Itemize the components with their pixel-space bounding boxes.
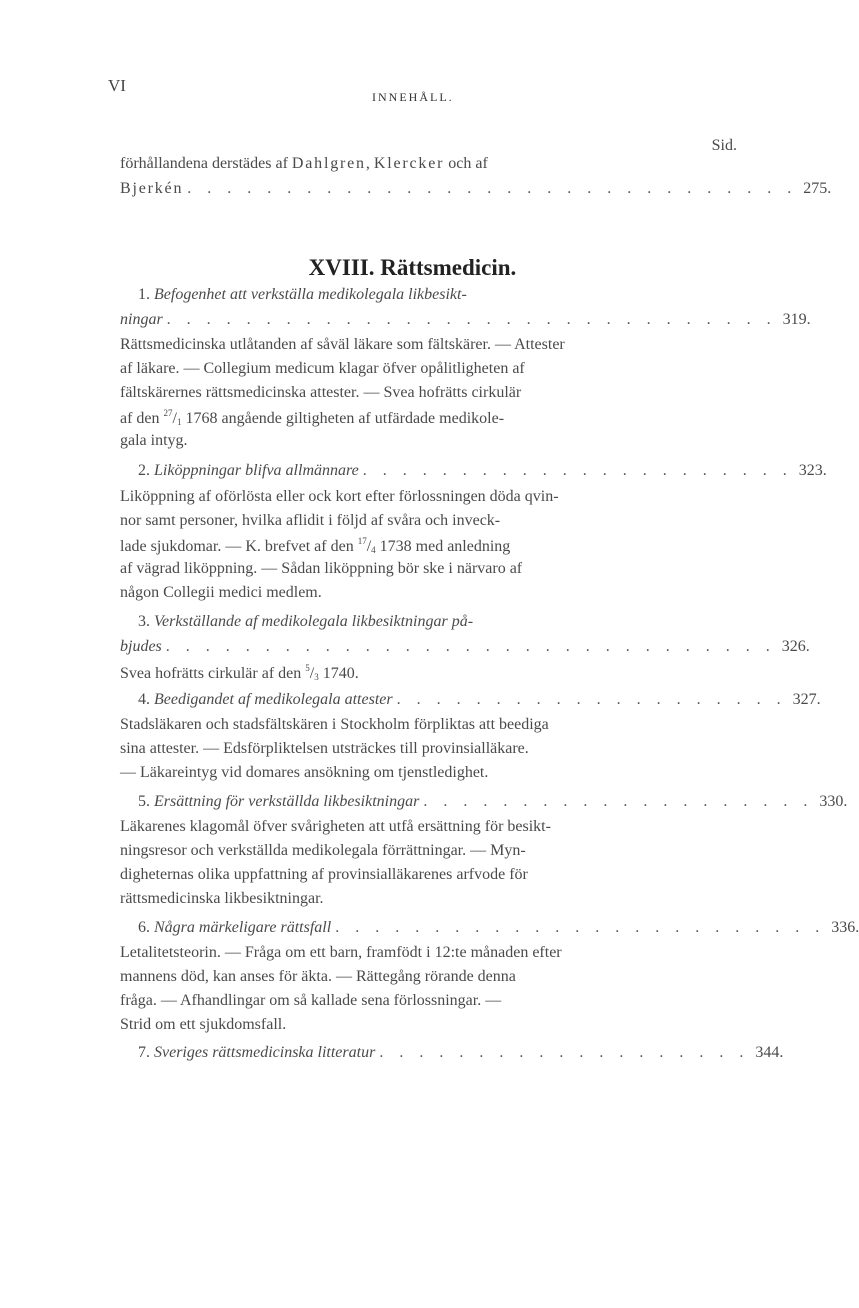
- page-number: VI: [108, 76, 126, 95]
- leader-dots: . . . . . . . . . . . . . . . . . . . .: [423, 793, 814, 810]
- entry-page: 323.: [798, 462, 827, 479]
- entry-body-line: rättsmedicinska likbesiktningar.: [120, 890, 324, 907]
- entry-body-line: Letalitetsteorin. — Fråga om ett barn, framfödt i 12:te månaden efter: [120, 944, 562, 961]
- entry-body-line: gala intyg.: [120, 432, 188, 449]
- entry-title-end: ningar . . . . . . . . . . . . . . . . . . . . . . . . . . . . . . . 319.: [120, 311, 811, 328]
- entry-page: 336.: [831, 919, 859, 936]
- entry-title: 7. Sveriges rättsmedicinska litteratur . . . . . . . . . . . . . . . . . . . 344.: [138, 1044, 784, 1061]
- entry-title: 4. Beedigandet af medikolegala attester . . . . . . . . . . . . . . . . . . . . 327.: [138, 691, 821, 708]
- entry-body-line: Läkarenes klagomål öfver svårigheten att utfå ersättning för besikt-: [120, 818, 551, 835]
- section-title: XVIII. Rättsmedicin.: [308, 255, 517, 280]
- leader-dots: . . . . . . . . . . . . . . . . . . . . . . . . . . . . . . .: [165, 638, 776, 655]
- leader-dots: . . . . . . . . . . . . . . . . . . . . . . . . .: [335, 919, 826, 936]
- entry-body-line: digheternas olika uppfattning af provinsialläkarenes arfvode för: [120, 866, 528, 883]
- entry-page: 330.: [819, 793, 848, 810]
- entry-page: 326.: [781, 638, 810, 655]
- entry-body-line: Stadsläkaren och stadsfältskären i Stockholm förpliktas att beediga: [120, 716, 549, 733]
- entry-page: 319.: [782, 311, 811, 328]
- entry-body-line: Rättsmedicinska utlåtanden af såväl läkare som fältskärer. — Attester: [120, 336, 565, 353]
- entry-body-line: någon Collegii medici medlem.: [120, 584, 322, 601]
- entry-title-end: bjudes . . . . . . . . . . . . . . . . . . . . . . . . . . . . . . . 326.: [120, 638, 810, 655]
- entry-body-line: af vägrad liköppning. — Sådan liköppning bör ske i närvaro af: [120, 560, 523, 577]
- entry-body-line: sina attester. — Edsförpliktelsen utsträckes till provinsialläkare.: [120, 740, 529, 757]
- entry-body-line: fråga. — Afhandlingar om så kallade sena förlossningar. —: [120, 992, 502, 1009]
- entry-body-line: mannens död, kan anses för äkta. — Rättegång rörande denna: [120, 968, 516, 985]
- entry-title: 3. Verkställande af medikolegala likbesiktningar på-: [138, 613, 474, 630]
- leader-dots: . . . . . . . . . . . . . . . . . . . . . .: [362, 462, 793, 479]
- entry-body-line: af läkare. — Collegium medicum klagar öfver opålitligheten af: [120, 360, 525, 377]
- entry-body-line: lade sjukdomar. — K. brefvet af den $^{17}/_4$ 1738 med anledning: [120, 536, 511, 555]
- leader-dots: . . . . . . . . . . . . . . . . . . . . . . . . . . . . . . .: [166, 311, 777, 328]
- prev-entry-line: förhållandena derstädes af Dahlgren, Klercker och af: [120, 155, 488, 172]
- entry-title: 2. Liköppningar blifva allmännare . . . . . . . . . . . . . . . . . . . . . . 323.: [138, 462, 827, 479]
- prev-entry-line-end: Bjerkén . . . . . . . . . . . . . . . . . . . . . . . . . . . . . . . 275.: [120, 180, 832, 197]
- entry-body-line: af den $^{27}/_1$ 1768 angående giltigheten af utfärdade medikole-: [120, 408, 505, 427]
- entry-body-line: Strid om ett sjukdomsfall.: [120, 1016, 287, 1033]
- entry-body-line: fältskärernes rättsmedicinska attester. — Svea hofrätts cirkulär: [120, 384, 522, 401]
- entry-title: 5. Ersättning för verkställda likbesiktningar . . . . . . . . . . . . . . . . . . . . 330.: [138, 793, 848, 810]
- entry-title: 6. Några märkeligare rättsfall . . . . . . . . . . . . . . . . . . . . . . . . . 336.: [138, 919, 859, 936]
- entry-body-line: Liköppning af oförlösta eller ock kort efter förlossningen döda qvin-: [120, 488, 559, 505]
- leader-dots: . . . . . . . . . . . . . . . . . . .: [379, 1044, 750, 1061]
- entry-body-line: Svea hofrätts cirkulär af den $^5/_3$ 1740.: [120, 663, 359, 682]
- entry-body-line: — Läkareintyg vid domares ansökning om tjenstledighet.: [120, 764, 489, 781]
- leader-dots: . . . . . . . . . . . . . . . . . . . . . . . . . . . . . . .: [187, 180, 798, 197]
- entry-title: 1. Befogenhet att verkställa medikolegala likbesikt-: [138, 286, 467, 303]
- entry-body-line: nor samt personer, hvilka aflidit i följd af svåra och inveck-: [120, 512, 501, 529]
- running-head: INNEHÅLL.: [372, 90, 454, 104]
- entry-body-line: ningsresor och verkställda medikolegala förrättningar. — Myn-: [120, 842, 526, 859]
- leader-dots: . . . . . . . . . . . . . . . . . . . .: [396, 691, 787, 708]
- entry-page: 327.: [792, 691, 821, 708]
- sid-label: Sid.: [711, 137, 737, 154]
- entry-page: 344.: [755, 1044, 784, 1061]
